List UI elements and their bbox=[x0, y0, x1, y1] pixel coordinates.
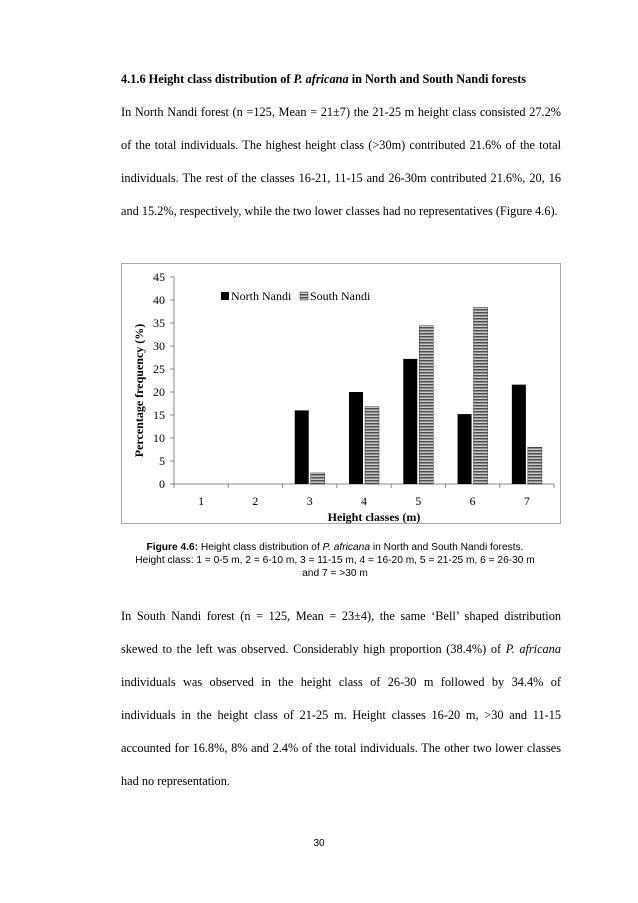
y-tick-label: 10 bbox=[153, 431, 165, 445]
y-tick-label: 35 bbox=[153, 316, 165, 330]
paragraph-south-species: P. africana bbox=[505, 642, 561, 656]
x-tick-label: 6 bbox=[469, 494, 476, 508]
x-tick-label: 7 bbox=[523, 494, 530, 508]
page-number: 30 bbox=[313, 838, 325, 849]
x-tick-label: 5 bbox=[415, 494, 422, 508]
y-tick-label: 20 bbox=[153, 385, 165, 399]
paragraph-south-nandi bbox=[121, 600, 561, 798]
caption-line-3: and 7 = >30 m bbox=[302, 568, 368, 579]
y-tick-label: 5 bbox=[159, 454, 165, 468]
paragraph-south-nandi-text bbox=[121, 600, 561, 798]
caption-label: Figure 4.6: bbox=[146, 542, 199, 553]
x-tick-label: 1 bbox=[198, 494, 205, 508]
figure-chart-frame bbox=[121, 263, 561, 524]
caption-line-2: Height class: 1 = 0-5 m, 2 = 6-10 m, 3 = 11-15 m, 4 = 16-20 m, 5 = 21-25 m, 6 = 26-30 m bbox=[135, 555, 535, 566]
figure-caption bbox=[110, 541, 560, 580]
y-tick-label: 40 bbox=[153, 293, 165, 307]
section-heading bbox=[121, 72, 566, 87]
section-species: P. africana bbox=[293, 72, 349, 86]
height-class-bar-chart bbox=[122, 264, 562, 525]
bar-north-nandi bbox=[403, 359, 417, 484]
y-tick-label: 0 bbox=[159, 477, 165, 491]
x-tick-label: 3 bbox=[306, 494, 313, 508]
paragraph-north-nandi bbox=[121, 96, 561, 228]
y-axis-title: Percentage frequency (%) bbox=[132, 323, 146, 458]
legend-swatch-south bbox=[300, 292, 308, 300]
section-title-pre: Height class distribution of bbox=[148, 72, 294, 86]
bar-north-nandi bbox=[295, 410, 309, 484]
x-axis-title: Height classes (m) bbox=[327, 510, 421, 524]
paragraph-south-text-a: In South Nandi forest (n = 125, Mean = 23±4), the same ‘Bell’ shaped distribution skewed to the left was observed. Considerably high proportion (38.4%) of bbox=[121, 609, 561, 656]
y-tick-label: 45 bbox=[153, 270, 165, 284]
paragraph-south-text-b: individuals was observed in the height class of 26-30 m followed by 34.4% of individuals in the height class of 21-25 m. Height classes 16-20 m, >30 and 11-15 accounted for 16.8%, 8% and 2.4% of the total individuals. The other two lower classes had no representation. bbox=[121, 675, 561, 788]
caption-text-pre: Height class distribution of bbox=[198, 542, 323, 553]
y-tick-label: 30 bbox=[153, 339, 165, 353]
caption-line-1 bbox=[110, 541, 560, 554]
bar-south-nandi bbox=[365, 407, 379, 484]
section-number: 4.1.6 bbox=[121, 72, 146, 86]
legend-swatch-north bbox=[221, 292, 229, 300]
section-title-post: in North and South Nandi forests bbox=[348, 72, 527, 86]
bar-south-nandi bbox=[311, 473, 325, 484]
bar-south-nandi bbox=[419, 326, 433, 484]
y-tick-label: 25 bbox=[153, 362, 165, 376]
bar-north-nandi bbox=[458, 414, 472, 484]
caption-species: P. africana bbox=[322, 542, 370, 553]
bar-south-nandi bbox=[474, 307, 488, 484]
x-tick-label: 4 bbox=[361, 494, 367, 508]
legend-label-north: North Nandi bbox=[231, 289, 292, 303]
bar-south-nandi bbox=[528, 447, 542, 484]
x-tick-label: 2 bbox=[252, 494, 259, 508]
y-tick-label: 15 bbox=[153, 408, 165, 422]
bar-north-nandi bbox=[512, 385, 526, 484]
paragraph-north-nandi-text: In North Nandi forest (n =125, Mean = 21±7) the 21-25 m height class consisted 27.2% of the total individuals. The highest height class (>30m) contributed 21.6% of the total individuals. The rest of the classes 16-21, 11-15 and 26-30m contributed 21.6%, 20, 16 and 15.2%, respectively, while the two lower classes had no representatives (Figure 4.6). bbox=[121, 105, 561, 218]
caption-text-post: in North and South Nandi forests. bbox=[370, 542, 524, 553]
bar-north-nandi bbox=[349, 392, 363, 484]
legend-label-south: South Nandi bbox=[310, 289, 371, 303]
